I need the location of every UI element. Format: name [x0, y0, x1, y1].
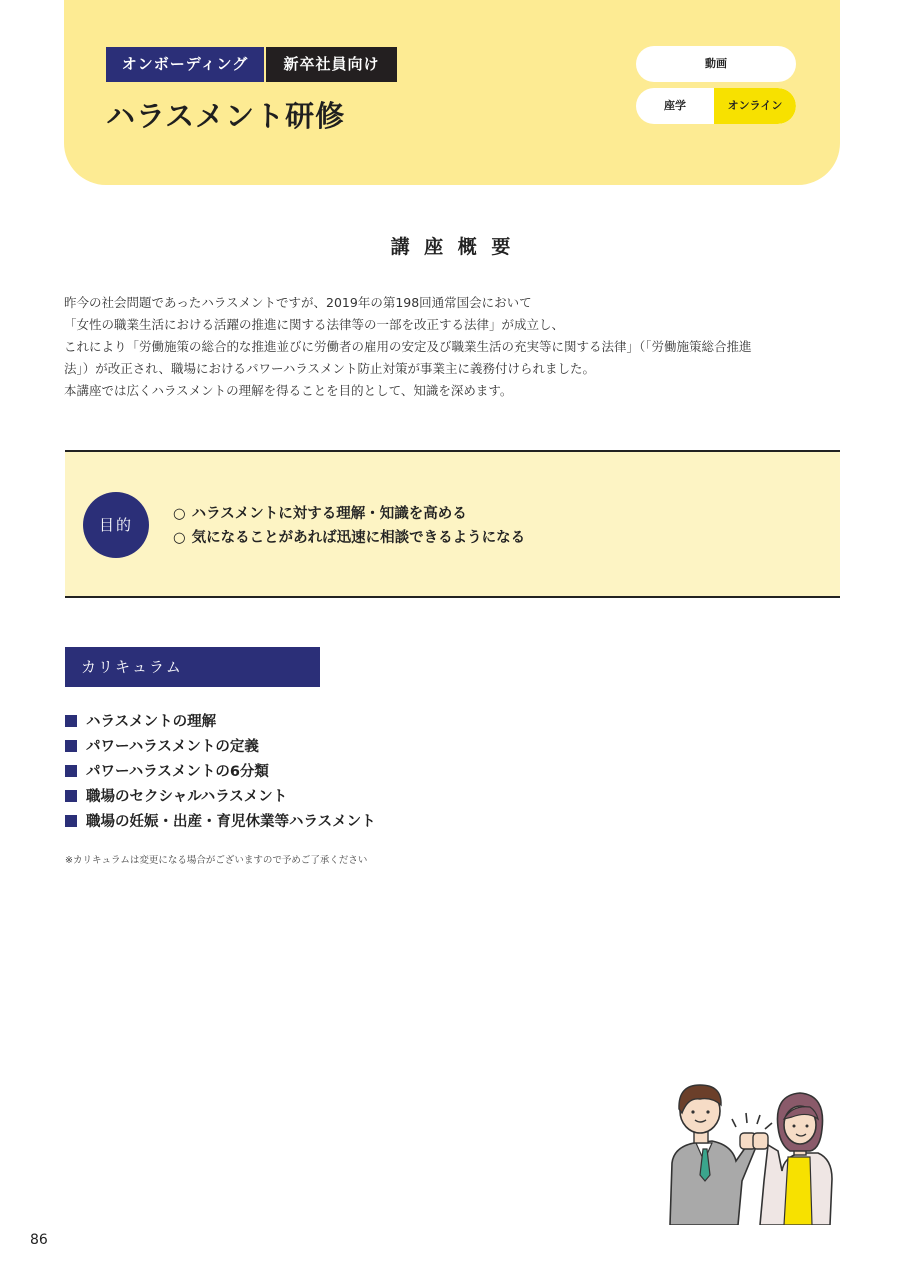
curriculum-item-text: 職場の妊娠・出産・育児休業等ハラスメント — [86, 814, 376, 830]
overview-line: 法」）が改正され、職場におけるパワーハラスメント防止対策が事業主に義務付けられました。 — [64, 361, 596, 376]
curriculum-item-text: パワーハラスメントの6分類 — [86, 764, 269, 780]
square-bullet-icon — [65, 740, 77, 752]
overview-heading: 講 座 概 要 — [390, 236, 515, 258]
format-online: オンライン — [714, 88, 796, 124]
curriculum-note: ※カリキュラムは変更になる場合がございますので予めご了承ください — [65, 855, 368, 866]
purpose-list — [173, 502, 525, 550]
square-bullet-icon — [65, 790, 77, 802]
format-delivery-pill — [636, 88, 796, 124]
curriculum-list — [65, 710, 376, 835]
course-title: ハラスメント研修 — [106, 99, 346, 133]
tag-onboarding: オンボーディング — [106, 47, 264, 82]
curriculum-item — [65, 785, 376, 810]
format-classroom: 座学 — [664, 99, 686, 112]
square-bullet-icon — [65, 815, 77, 827]
curriculum-item-text: 職場のセクシャルハラスメント — [86, 789, 288, 805]
tag-new-graduates: 新卒社員向け — [266, 47, 397, 82]
purpose-box — [65, 450, 840, 598]
format-video-pill: 動画 — [636, 46, 796, 82]
curriculum-item-text: パワーハラスメントの定義 — [86, 739, 259, 755]
curriculum-item — [65, 735, 376, 760]
overview-line: 本講座では広くハラスメントの理解を得ることを目的として、知識を深めます。 — [64, 383, 513, 398]
curriculum-item-text: ハラスメントの理解 — [86, 714, 217, 730]
overview-line: 昨今の社会問題であったハラスメントですが、2019年の第198回通常国会において — [64, 295, 532, 310]
square-bullet-icon — [65, 765, 77, 777]
page-number: 86 — [30, 1232, 48, 1248]
purpose-item — [173, 526, 525, 550]
purpose-item — [173, 502, 525, 526]
colleagues-fist-bump-illustration — [660, 1075, 840, 1225]
purpose-item-text: 気になることがあれば迅速に相談できるようになる — [191, 530, 526, 546]
overview-text — [64, 292, 854, 402]
circle-bullet-icon: ○ — [173, 506, 186, 522]
curriculum-item — [65, 810, 376, 835]
curriculum-item — [65, 760, 376, 785]
curriculum-heading: カリキュラム — [65, 647, 320, 687]
square-bullet-icon — [65, 715, 77, 727]
curriculum-item — [65, 710, 376, 735]
purpose-item-text: ハラスメントに対する理解・知識を高める — [191, 506, 467, 522]
circle-bullet-icon: ○ — [173, 530, 186, 546]
overview-line: これにより「労働施策の総合的な推進並びに労働者の雇用の安定及び職業生活の充実等に関する法律」（「労働施策総合推進 — [64, 339, 752, 354]
overview-line: 「女性の職業生活における活躍の推進に関する法律等の一部を改正する法律」が成立し、 — [64, 317, 565, 332]
purpose-badge: 目的 — [83, 492, 149, 558]
